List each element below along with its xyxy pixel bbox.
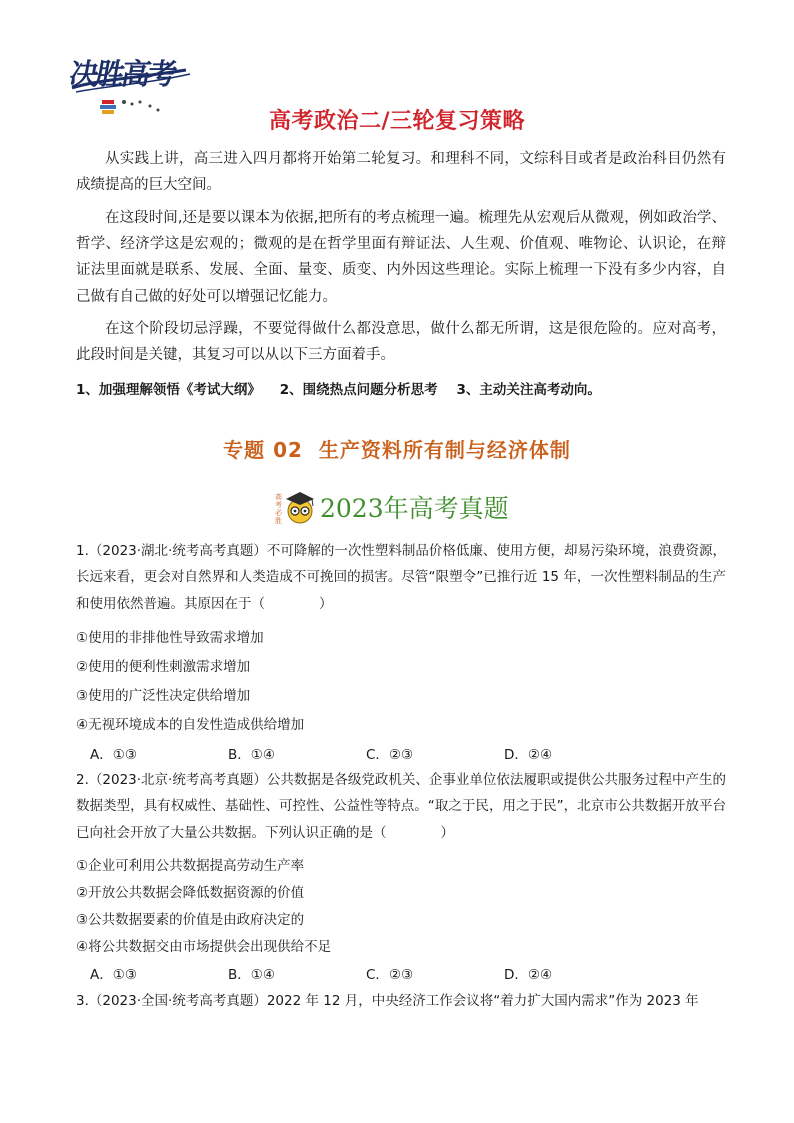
logo-text: 决胜高考 xyxy=(66,57,177,91)
answer-choice[interactable]: C．②③ xyxy=(366,747,414,763)
answer-choices xyxy=(90,963,642,983)
svg-text:必: 必 xyxy=(275,509,282,517)
graduate-emblem-icon xyxy=(272,487,318,527)
svg-text:胜: 胜 xyxy=(275,517,282,525)
intro-paragraph: 在这个阶段切忌浮躁，不要觉得做什么都没意思，做什么都无所谓，这是很危险的。应对高考，此段时间是关键，其复习可以从以下三方面着手。 xyxy=(76,321,726,364)
strategy-item: 1、加强理解领悟《考试大纲》 xyxy=(76,382,261,398)
intro-paragraph: 从实践上讲，高三进入四月都将开始第二轮复习。和理科不同，文综科目或者是政治科目仍然有成绩提高的巨大空间。 xyxy=(76,151,726,194)
question-option: ④无视环境成本的自发性造成供给增加 xyxy=(76,717,305,733)
question-option: ②使用的便利性刺激需求增加 xyxy=(76,659,251,675)
question-stem: 2.（2023·北京·统考高考真题）公共数据是各级党政机关、企事业单位依法履职或提供公共服务过程中产生的数据类型，具有权威性、基础性、可控性、公益性等特点。“取之于民，用之于民”，北京市公共数据开放平台已向社会开放了大量公共数据。下列认识正确的是（ ） xyxy=(76,772,726,841)
question-stem: 1.（2023·湖北·统考高考真题）不可降解的一次性塑料制品价格低廉、使用方便，却易污染环境，浪费资源，长远来看，更会对自然界和人类造成不可挽回的损害。尽管“限塑令”已推行近 15 年，一次性塑料制品的生产和使用依然普遍。其原因在于（ ） xyxy=(76,543,726,612)
intro-paragraph: 在这段时间,还是要以课本为依据,把所有的考点梳理一遍。梳理先从宏观后从微观，例如政治学、哲学、经济学这是宏观的；微观的是在哲学里面有辩证法、人生观、价值观、唯物论、认识论，在辩证法里面就是联系、发展、全面、量变、质变、内外因这些理论。实际上梳理一下没有多少内容，自己做有自己做的好处可以增强记忆能力。 xyxy=(76,210,726,305)
question-option: ①企业可利用公共数据提高劳动生产率 xyxy=(76,858,305,874)
strategy-item: 2、围绕热点问题分析思考 xyxy=(279,382,438,398)
strategy-list xyxy=(76,378,601,398)
question-option: ①使用的非排他性导致需求增加 xyxy=(76,630,264,646)
topic-title: 专题 02 生产资料所有制与经济体制 xyxy=(223,438,571,462)
answer-choice[interactable]: A．①③ xyxy=(90,967,137,983)
section-header xyxy=(272,487,532,527)
answer-choice[interactable]: B．①④ xyxy=(228,747,275,763)
svg-text:考: 考 xyxy=(275,501,282,509)
question-stem: 3.（2023·全国·统考高考真题）2022 年 12 月，中央经济工作会议将“着力扩大国内需求”作为 2023 年 xyxy=(76,993,699,1009)
strategy-item: 3、主动关注高考动向。 xyxy=(456,382,601,398)
answer-choice[interactable]: D．②④ xyxy=(504,747,553,763)
question-option: ④将公共数据交由市场提供会出现供给不足 xyxy=(76,939,332,955)
page-title: 高考政治二/三轮复习策略 xyxy=(268,109,526,134)
svg-text:高: 高 xyxy=(275,493,282,501)
question-option: ③公共数据要素的价值是由政府决定的 xyxy=(76,912,305,928)
answer-choice[interactable]: A．①③ xyxy=(90,747,137,763)
question-option: ②开放公共数据会降低数据资源的价值 xyxy=(76,885,305,901)
answer-choice[interactable]: D．②④ xyxy=(504,967,553,983)
answer-choices xyxy=(90,743,642,763)
answer-choice[interactable]: C．②③ xyxy=(366,967,414,983)
answer-choice[interactable]: B．①④ xyxy=(228,967,275,983)
section-title: 2023年高考真题 xyxy=(320,494,509,523)
question-option: ③使用的广泛性决定供给增加 xyxy=(76,688,251,704)
